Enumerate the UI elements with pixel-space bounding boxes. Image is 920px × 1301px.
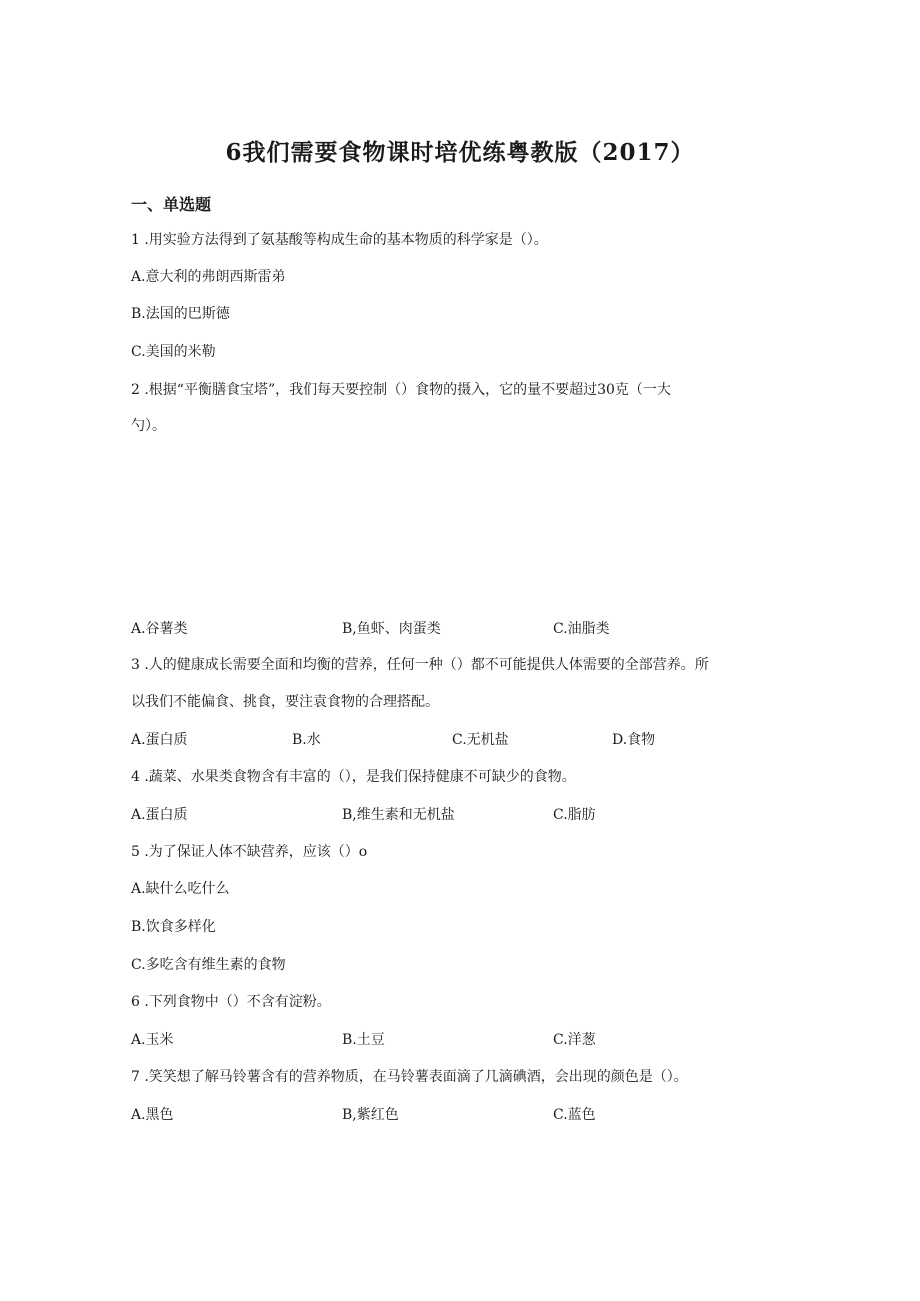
option-a[interactable]: A.玉米 [131,1032,174,1048]
option-c[interactable]: C.美国的米勒 [131,344,216,360]
option-d[interactable]: D.食物 [612,732,656,748]
section-heading: 一、单选题 [131,195,212,214]
question-stem: 7 .笑笑想了解马铃薯含有的营养物质，在马铃薯表面滴了几滴碘酒，会出现的颜色是（）。 [131,1069,688,1085]
option-a[interactable]: A.蛋白质 [131,807,188,823]
option-a[interactable]: A.意大利的弗朗西斯雷弟 [131,269,286,285]
page-title: 6我们需要食物课时培优练粤教版（2017） [225,139,695,166]
option-a[interactable]: A.蛋白质 [131,732,188,748]
option-c[interactable]: C.油脂类 [553,621,610,637]
option-c[interactable]: C.无机盐 [452,732,509,748]
option-b[interactable]: B.法国的巴斯德 [131,306,230,322]
question-stem-cont: 勺）。 [131,418,166,434]
question-stem: 1 .用实验方法得到了氨基酸等构成生命的基本物质的科学家是（）。 [131,232,548,248]
question-stem: 4 .蔬菜、水果类食物含有丰富的（），是我们保持健康不可缺少的食物。 [131,769,576,785]
question-stem-cont: 以我们不能偏食、挑食，要注袁食物的合理搭配。 [131,694,439,710]
option-b[interactable]: B,紫红色 [342,1107,399,1123]
question-stem: 5 .为了保证人体不缺营养，应该（）o [131,844,368,860]
question-stem: 6 .下列食物中（）不含有淀粉。 [131,994,331,1010]
question-stem: 2 .根据“平衡膳食宝塔”，我们每天要控制（）食物的摄入，它的量不要超过30克（一大 [131,382,671,398]
option-a[interactable]: A.谷薯类 [131,621,188,637]
option-a[interactable]: A.缺什么吃什么 [131,881,230,897]
option-c[interactable]: C.多吃含有维生素的食物 [131,957,286,973]
option-b[interactable]: B,维生素和无机盐 [342,807,455,823]
option-b[interactable]: B,鱼虾、肉蛋类 [342,621,441,637]
option-b[interactable]: B.水 [292,732,321,748]
option-c[interactable]: C.脂肪 [553,807,596,823]
option-b[interactable]: B.饮食多样化 [131,919,216,935]
option-c[interactable]: C.蓝色 [553,1107,596,1123]
option-a[interactable]: A.黑色 [131,1107,174,1123]
option-c[interactable]: C.洋葱 [553,1032,596,1048]
question-stem: 3 .人的健康成长需要全面和均衡的营养，任何一种（）都不可能提供人体需要的全部营养。所 [131,657,709,673]
option-b[interactable]: B.土豆 [342,1032,385,1048]
